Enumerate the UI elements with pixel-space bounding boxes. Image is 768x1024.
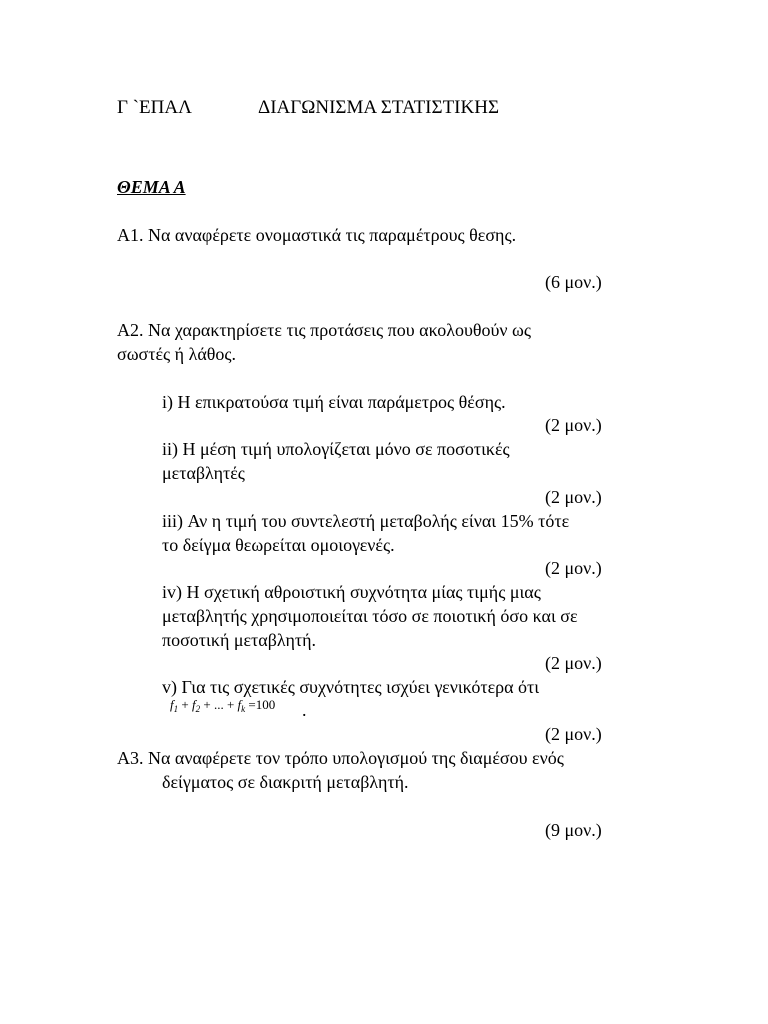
question-a3-line2: δείγματος σε διακριτή μεταβλητή. — [162, 772, 409, 792]
a2-item-i-points: (2 μον.) — [545, 415, 602, 435]
a2-item-iv-line1: iv) Η σχετική αθροιστική συχνότητα μίας τιμής μιας — [162, 582, 541, 602]
question-a1-points: (6 μον.) — [545, 272, 602, 292]
question-a2-intro-line1: Α2. Να χαρακτηρίσετε τις προτάσεις που ακολουθούν ως — [117, 320, 532, 340]
a2-item-iii-line2: το δείγμα θεωρείται ομοιογενές. — [162, 535, 395, 555]
question-a1-text: Α1. Να αναφέρετε ονομαστικά τις παραμέτρους θεσης. — [117, 225, 517, 245]
a2-item-i-line1: i) Η επικρατούσα τιμή είναι παράμετρος θέσης. — [162, 392, 506, 412]
formula-period: . — [302, 700, 307, 720]
question-a2-intro-line2: σωστές ή λάθος. — [117, 344, 236, 364]
a2-item-v-line1: v) Για τις σχετικές συχνότητες ισχύει γενικότερα ότι — [162, 677, 540, 697]
exam-title: ΔΙΑΓΩΝΙΣΜΑ ΣΤΑΤΙΣΤΙΚΗΣ — [258, 97, 499, 118]
a2-item-iv-points: (2 μον.) — [545, 653, 602, 673]
theme-a-title: ΘΕΜΑ Α — [117, 177, 186, 197]
a2-item-ii-points: (2 μον.) — [545, 487, 602, 507]
a2-item-iii-points: (2 μον.) — [545, 558, 602, 578]
a2-item-iv-line3: ποσοτική μεταβλητή. — [162, 630, 317, 650]
relative-frequency-formula: $f_1 + f_2$ + ... + $f_k =100$ — [170, 697, 276, 714]
a2-item-iv-line2: μεταβλητής χρησιμοποιείται τόσο σε ποιοτική όσο και σε — [162, 606, 578, 626]
class-label: Γ `ΕΠΑΛ — [117, 97, 192, 118]
question-a3-line1: Α3. Να αναφέρετε τον τρόπο υπολογισμού της διαμέσου ενός — [117, 748, 564, 768]
question-a3-points: (9 μον.) — [545, 820, 602, 840]
a2-item-v-points: (2 μον.) — [545, 724, 602, 744]
a2-item-ii-line1: ii) Η μέση τιμή υπολογίζεται μόνο σε ποσοτικές — [162, 439, 510, 459]
a2-item-ii-line2: μεταβλητές — [162, 463, 245, 483]
a2-item-iii-line1: iii) Αν η τιμή του συντελεστή μεταβολής είναι 15% τότε — [162, 511, 570, 531]
